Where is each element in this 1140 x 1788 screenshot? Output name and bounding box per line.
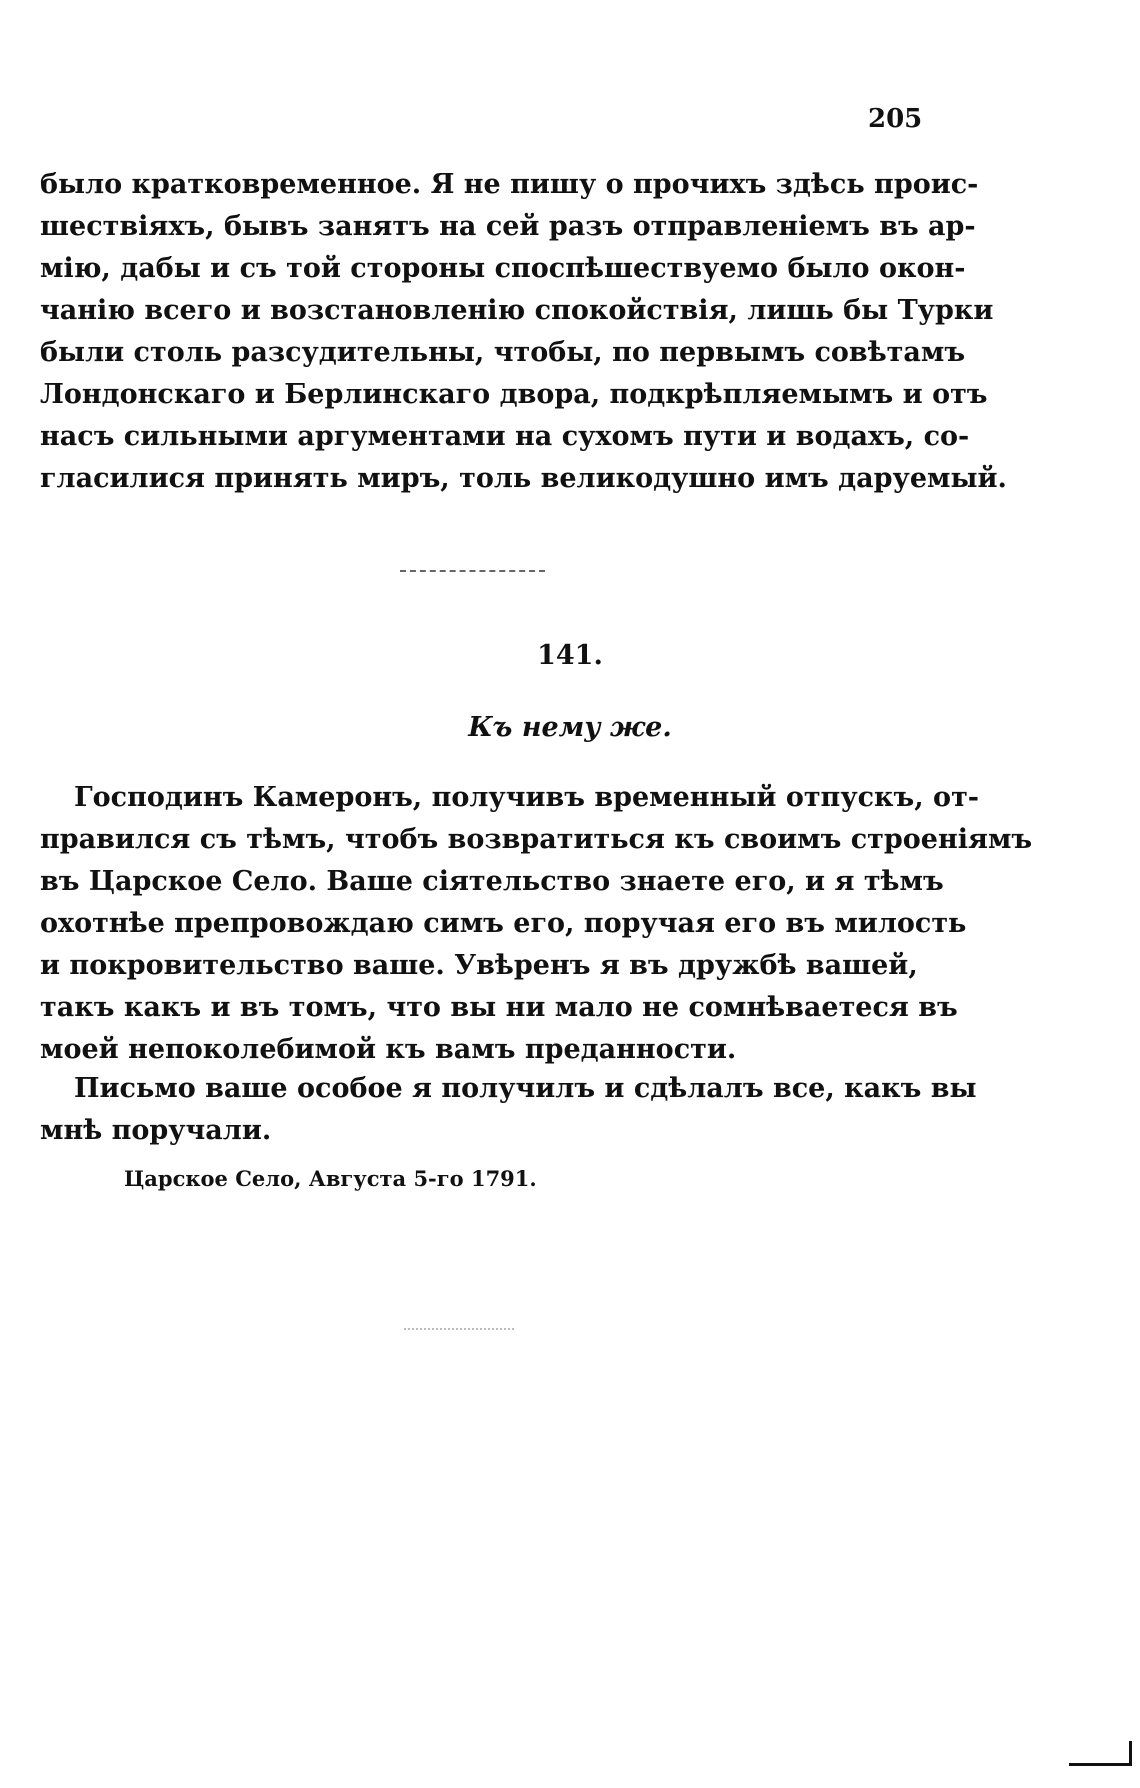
letter-signature: Царское Село, Августа 5-го 1791. xyxy=(124,1166,537,1191)
paragraph-3 xyxy=(40,1068,977,1152)
text-line: въ Царское Село. Ваше сіятельство знаете его, и я тѣмъ xyxy=(40,866,944,897)
text-line: моей непоколебимой къ вамъ преданности. xyxy=(40,1034,737,1065)
footer-ornament xyxy=(404,1328,514,1332)
letter-number: 141. xyxy=(537,640,603,671)
text-line: были столь разсудительны, чтобы, по первымъ совѣтамъ xyxy=(40,337,966,368)
paragraph-1 xyxy=(40,164,1007,500)
text-line: шествіяхъ, бывъ занятъ на сей разъ отправленіемъ въ ар- xyxy=(40,211,976,242)
text-line: и покровительство ваше. Увѣренъ я въ дружбѣ вашей, xyxy=(40,950,918,981)
text-line: было кратковременное. Я не пишу о прочихъ здѣсь проис- xyxy=(40,169,979,200)
text-line: гласилися принять миръ, толь великодушно имъ даруемый. xyxy=(40,463,1007,494)
text-line: мнѣ поручали. xyxy=(40,1115,272,1146)
text-line: охотнѣе препровождаю симъ его, поручая его въ милость xyxy=(40,908,967,939)
page-number: 205 xyxy=(868,104,923,134)
paragraph-2 xyxy=(40,777,1033,1071)
text-line: насъ сильными аргументами на сухомъ пути и водахъ, со- xyxy=(40,421,970,452)
letter-title: Къ нему же. xyxy=(468,712,672,743)
text-line: мію, дабы и съ той стороны споспѣшествуемо было окон- xyxy=(40,253,966,284)
text-line: Господинъ Камеронъ, получивъ временный отпускъ, от- xyxy=(74,782,980,813)
text-line: Письмо ваше особое я получилъ и сдѣлалъ все, какъ вы xyxy=(74,1073,977,1104)
corner-bracket-icon xyxy=(1069,1741,1132,1766)
section-separator xyxy=(400,570,545,575)
text-line: чанію всего и возстановленію спокойствія, лишь бы Турки xyxy=(40,295,994,326)
text-line: Лондонскаго и Берлинскаго двора, подкрѣпляемымъ и отъ xyxy=(40,379,988,410)
text-line: такъ какъ и въ томъ, что вы ни мало не сомнѣваетеся въ xyxy=(40,992,958,1023)
text-line: правился съ тѣмъ, чтобъ возвратиться къ своимъ строеніямъ xyxy=(40,824,1033,855)
